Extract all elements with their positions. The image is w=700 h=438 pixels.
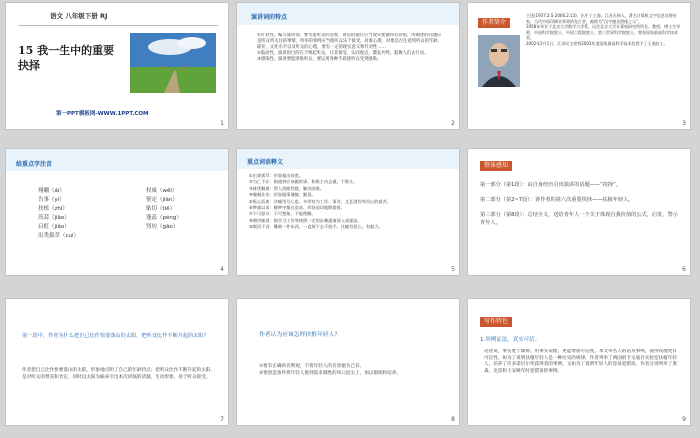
- pronunciation-item: 翔硼（ái）: [38, 188, 65, 194]
- pronunciation-row: [38, 196, 208, 205]
- pronunciation-item: 权威（wēi）: [146, 188, 178, 194]
- slide-number: 2: [451, 120, 455, 127]
- pronunciation-row: [38, 223, 208, 232]
- slide-5-title: 重点词语释义: [247, 159, 284, 166]
- slide-thumbnail-6[interactable]: [467, 148, 691, 276]
- author-portrait: [478, 35, 520, 87]
- slide-thumbnail-4[interactable]: [5, 148, 229, 276]
- overview-parts: [480, 181, 680, 227]
- overview-part: 第二部分（第2~7段）：讲作者的第六次重要抉择——扶植年轻人。: [480, 197, 634, 203]
- slide-number: 8: [451, 416, 455, 423]
- slide-number: 6: [682, 266, 686, 273]
- slide-number: 5: [451, 266, 455, 273]
- slide-1-title: 15 我一生中的重要抉择: [18, 44, 115, 72]
- glossary-item: ⑧循序渐进：指学习工作等按照一定的步骤逐渐深入或提高。: [249, 217, 362, 223]
- glossary-item: ③排忧解难：帮人消除忧愁，解决困难。: [249, 185, 324, 191]
- glossary-item: ⑥梦寐以求：睡梦中都在追求。形容迫切地期望着。: [249, 205, 345, 211]
- overview-part: 第一部分（第1段）：由自身经历引出演讲的话题——“抉择”。: [480, 182, 621, 188]
- pronunciation-item: 启贬（jiǎo）: [38, 224, 70, 230]
- pronunciation-item: 告事（yí）: [38, 197, 65, 203]
- slide-7-answer: 作者把自己比作快要落山的太阳，形象地点明了自己的年龄特点；把听众比作不断升起的太阳，是对听众的赞美和肯定。同时以太阳为喻来引出本次讲演的话题，生动形象，易于听众接受。: [22, 368, 215, 380]
- slide-2-title: 演讲词的特点: [251, 14, 288, 21]
- slide-number: 4: [220, 266, 224, 273]
- slide-number: 3: [682, 120, 686, 127]
- slide-thumbnail-1[interactable]: [5, 2, 229, 130]
- slide-9-body: 论述说，事实胜于雄辩。用事实说理，更能增加可信度。本文举名人的话及事例，使得说理更有可信性。如为了说明扶植年轻人是一种历史的规律，作者列举了两国的卡文迪许实验室扶植年轻人，培养了许多诺贝尔奖获得者的事例。又如为了说明年轻人的容易犯错误，作者分别列举了奥森、克雷和王安映年时犯错误的事例。: [484, 349, 677, 374]
- glossary-item: ②当仁不让：指遇到应该做的事，积极主动去做，不推让。: [249, 179, 358, 185]
- writing-feature-label: 写作特色: [480, 317, 512, 327]
- pronunciation-item: 扶植（zhí）: [38, 206, 68, 212]
- slide-1-header: 语文 八年级下册 RJ: [50, 12, 108, 20]
- slide-thumbnail-3[interactable]: [467, 2, 691, 130]
- slide-8-question: 作者认为应该怎样扶植年轻人？: [259, 332, 341, 338]
- slide-9-subtitle: 1.举例证法，真实可信。: [480, 337, 541, 343]
- pronunciation-item: 贴切（tiē）: [146, 206, 176, 212]
- landscape-image: [130, 33, 216, 93]
- slide-thumbnail-8[interactable]: [236, 298, 460, 426]
- slide-7-question: 第一段中，作者为什么把自己比作快要落山的太阳，把听众比作不断升起的太阳？: [22, 333, 209, 339]
- glossary-item: ⑨锲而不舍：雕刻一件东西，一直刻下去不放手。比喻有恒心，有毅力。: [249, 224, 383, 230]
- slide-8-answer: ①要有正确的名利观，不将年轻人的名誉据为己有。 ②要创造条件将年轻人推到需求制胜的风口浪尖上，加以锻炼和培养。: [259, 364, 401, 376]
- pronunciation-row: [38, 187, 208, 196]
- slide-thumbnail-9[interactable]: [467, 298, 691, 426]
- pronunciation-item: 蓬蕊（péng）: [146, 215, 182, 221]
- pronunciation-item: 鉴定（jiàn）: [146, 197, 178, 203]
- slide-2-body: ①针对性。编写演讲词，要考虑听众的需要。讲话的题目应当现实要紧得有价值，所阐述的问题应是听众所关注的事情，所举的事例应当使听众乐于接受。对准心理，对象是否注意到听众的年龄、职业、文化水平以及听众的心理，要有一定的现实意义和针对性…… ②鼓动性。演讲的目的在于唤起听众，让其接受、认同观点，激发共鸣，鼓舞人们去行动。 ③感染性。演讲要能感染听众，要运用各种手段使听众受到感染。: [257, 33, 442, 62]
- slide-number: 1: [220, 120, 224, 127]
- glossary-list: [249, 173, 449, 231]
- overview-part: 第三部分（第8段）：总结全文，送给青年人一个关于体现自我价值的公式，启发、警示青年人。: [480, 212, 678, 226]
- slide-3-body: 王选(1937.2.5-2006.2.13)，出生于上海。江苏无锡人。著名计算机文字信息处理专家，当代中国印刷业革命的先行者，被称为“汉字激光照排之父”。 1958年毕业于北京大学数学力学系，历任北京大学计算机研究所所长、教授、博士生导师，中国科学院院士、中国工程院院士、第三世界科学院院士，曾获国家最高科学技术奖。 2002年2月1日，江泽民主席将2001年度国家最高科学技术奖授予了王选院士。: [526, 13, 681, 46]
- pronunciation-item: 肾坊（gāo）: [146, 224, 179, 230]
- slide-4-title: 给重点字注音: [16, 161, 53, 168]
- pronunciation-row: [38, 205, 208, 214]
- pronunciation-list: [38, 187, 208, 241]
- pronunciation-item: 出类拔萃（cuì）: [38, 233, 80, 239]
- slide-thumbnail-7[interactable]: [5, 298, 229, 426]
- slide-number: 7: [220, 416, 224, 423]
- slide-1-footer: 第一PPT模板网-WWW.1PPT.COM: [56, 111, 149, 117]
- glossary-item: ④兢兢业业：形容做事谨慎、勤恳。: [249, 192, 316, 198]
- slide-thumbnail-5[interactable]: [236, 148, 460, 276]
- glossary-item: ①出类拔萃：形容超出同类。: [249, 173, 304, 178]
- slide-1-divider: [18, 25, 218, 26]
- glossary-item: ⑦不可思议：不可想象，不能理解。: [249, 211, 316, 217]
- author-intro-label: 作者简介: [478, 18, 510, 28]
- slide-number: 9: [682, 416, 686, 423]
- glossary-item: ⑤呕心沥血：比喻用尽心思。多形容为工作、事业、文艺创作等用心的艰苦。: [249, 198, 391, 204]
- pronunciation-row: [38, 214, 208, 223]
- overview-label: 整体感知: [480, 161, 512, 171]
- slide-thumbnail-2[interactable]: [236, 2, 460, 130]
- pronunciation-item: 茨蒜（jiāo）: [38, 215, 70, 221]
